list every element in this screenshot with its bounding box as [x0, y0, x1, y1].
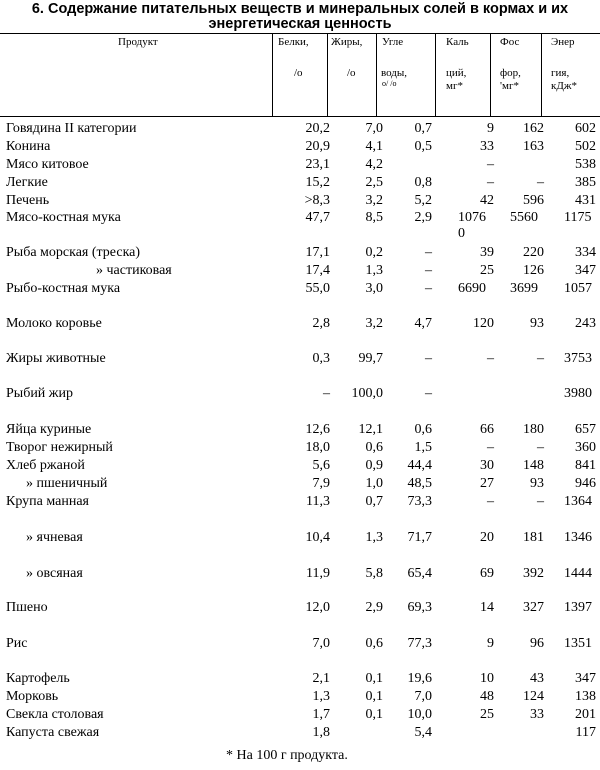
table-title: 6. Содержание питательных веществ и минеральных солей в кормах и их энергетическая ценность: [31, 1, 569, 32]
carbs-value: 4,7: [414, 316, 432, 331]
carbs-value: –: [425, 263, 432, 278]
calcium-value: 66: [480, 422, 494, 437]
column-divider: [376, 34, 377, 116]
carbs-value: 73,3: [407, 494, 432, 509]
product-name: Крупа манная: [6, 494, 89, 509]
phosphorus-value: 162: [523, 121, 544, 136]
phosphorus-value: 96: [530, 636, 544, 651]
product-name: Молоко коровье: [6, 316, 102, 331]
phosphorus-value: 596: [523, 193, 544, 208]
product-name: Капуста свежая: [6, 725, 100, 740]
protein-value: 17,1: [305, 245, 330, 260]
calcium-value: –: [487, 440, 494, 455]
phosphorus-value: –: [537, 440, 544, 455]
product-name: Рыба морская (треска): [6, 245, 141, 260]
phosphorus-value: 93: [530, 316, 544, 331]
product-name: Рис: [6, 636, 28, 651]
product-name: Говядина II категории: [6, 121, 137, 136]
calcium-value: 9: [487, 636, 494, 651]
protein-value: 11,3: [306, 494, 330, 509]
calcium-value: 27: [480, 476, 494, 491]
phosphorus-value: 3699: [510, 281, 538, 296]
energy-value: 117: [575, 725, 596, 740]
product-name: » пшеничный: [26, 476, 108, 491]
protein-value: 47,7: [305, 210, 330, 225]
energy-value: 602: [575, 121, 596, 136]
carbs-value: 0,6: [414, 422, 432, 437]
fat-value: 1,3: [365, 263, 383, 278]
energy-value: 431: [575, 193, 596, 208]
protein-value: 2,1: [312, 671, 330, 686]
product-name: » частиковая: [96, 263, 172, 278]
header-calcium-line1: Каль: [446, 36, 469, 48]
product-name: Мясо-костная мука: [6, 210, 121, 225]
carbs-value: 65,4: [407, 566, 432, 581]
calcium-value: 6690: [458, 281, 486, 296]
energy-value: 138: [575, 689, 596, 704]
carbs-value: 77,3: [407, 636, 432, 651]
protein-value: 10,4: [305, 530, 330, 545]
protein-value: 2,8: [312, 316, 330, 331]
carbs-value: 2,9: [414, 210, 432, 225]
fat-value: 0,6: [365, 440, 383, 455]
fat-value: 7,0: [365, 121, 383, 136]
column-divider: [490, 34, 491, 116]
header-calcium-line2: ций,: [446, 67, 467, 79]
fat-value: 0,9: [365, 458, 383, 473]
header-energy-line2: гия,: [551, 67, 570, 79]
calcium-value: 10760: [458, 210, 486, 241]
calcium-value: 25: [480, 707, 494, 722]
phosphorus-value: –: [537, 175, 544, 190]
fat-value: 4,2: [365, 157, 383, 172]
energy-value: 1175: [564, 210, 592, 225]
product-name: Морковь: [6, 689, 59, 704]
product-name: Свекла столовая: [6, 707, 104, 722]
protein-value: 7,9: [312, 476, 330, 491]
footnote: * На 100 г продукта.: [226, 748, 348, 763]
carbs-value: 19,6: [407, 671, 432, 686]
calcium-value: –: [487, 157, 494, 172]
calcium-value: 69: [480, 566, 494, 581]
product-name: Пшено: [6, 600, 48, 615]
carbs-value: 1,5: [414, 440, 432, 455]
product-name: Печень: [6, 193, 50, 208]
calcium-value: 14: [480, 600, 494, 615]
header-calcium-line3: мг*: [446, 80, 463, 92]
fat-value: 0,6: [365, 636, 383, 651]
phosphorus-value: 43: [530, 671, 544, 686]
product-name: Яйца куриные: [6, 422, 92, 437]
header-fat-line2: /о: [347, 67, 356, 79]
fat-value: 12,1: [358, 422, 383, 437]
fat-value: 1,3: [365, 530, 383, 545]
carbs-value: –: [425, 386, 432, 401]
carbs-value: –: [425, 245, 432, 260]
fat-value: 1,0: [365, 476, 383, 491]
fat-value: 2,5: [365, 175, 383, 190]
calcium-value: –: [487, 494, 494, 509]
fat-value: 0,7: [365, 494, 383, 509]
phosphorus-value: –: [537, 351, 544, 366]
phosphorus-value: –: [537, 494, 544, 509]
fat-value: 3,0: [365, 281, 383, 296]
phosphorus-value: 124: [523, 689, 544, 704]
calcium-value: 10: [480, 671, 494, 686]
calcium-value: 39: [480, 245, 494, 260]
protein-value: 5,6: [312, 458, 330, 473]
energy-value: 1444: [564, 566, 592, 581]
header-phosphorus-line2: фор,: [500, 67, 521, 79]
phosphorus-value: 327: [523, 600, 544, 615]
fat-value: 2,9: [365, 600, 383, 615]
fat-value: 100,0: [351, 386, 383, 401]
fat-value: 99,7: [358, 351, 383, 366]
header-fat-line1: Жиры,: [331, 36, 363, 48]
energy-value: 1346: [564, 530, 592, 545]
phosphorus-value: 33: [530, 707, 544, 722]
protein-value: 12,6: [305, 422, 330, 437]
product-name: Картофель: [6, 671, 70, 686]
product-name: Творог нежирный: [6, 440, 113, 455]
fat-value: 0,1: [365, 671, 383, 686]
product-name: Конина: [6, 139, 51, 154]
product-name: » ячневая: [26, 530, 83, 545]
energy-value: 3980: [564, 386, 592, 401]
protein-value: –: [323, 386, 330, 401]
calcium-value: 33: [480, 139, 494, 154]
product-name: Мясо китовое: [6, 157, 89, 172]
phosphorus-value: 220: [523, 245, 544, 260]
fat-value: 0,2: [365, 245, 383, 260]
column-divider: [272, 34, 273, 116]
protein-value: 17,4: [305, 263, 330, 278]
energy-value: 334: [575, 245, 596, 260]
product-name: Рыбий жир: [6, 386, 73, 401]
carbs-value: 48,5: [407, 476, 432, 491]
protein-value: 12,0: [305, 600, 330, 615]
fat-value: 5,8: [365, 566, 383, 581]
energy-value: 3753: [564, 351, 592, 366]
header-bottom-rule: [0, 116, 600, 117]
energy-value: 1057: [564, 281, 592, 296]
calcium-value: 48: [480, 689, 494, 704]
header-carbs-line1: Угле: [382, 36, 404, 48]
carbs-value: 0,5: [414, 139, 432, 154]
phosphorus-value: 180: [523, 422, 544, 437]
carbs-value: 69,3: [407, 600, 432, 615]
product-name: Хлеб ржаной: [6, 458, 85, 473]
carbs-value: 5,2: [414, 193, 432, 208]
protein-value: 1,3: [312, 689, 330, 704]
protein-value: 55,0: [305, 281, 330, 296]
header-phosphorus-line3: 'мг*: [500, 80, 519, 92]
energy-value: 946: [575, 476, 596, 491]
energy-value: 1397: [564, 600, 592, 615]
fat-value: 4,1: [365, 139, 383, 154]
header-energy-line3: кДж*: [551, 80, 577, 92]
fat-value: 8,5: [365, 210, 383, 225]
calcium-value: –: [487, 175, 494, 190]
energy-value: 201: [575, 707, 596, 722]
header-protein-line2: /о: [294, 67, 303, 79]
header-energy-line1: Энер: [551, 36, 575, 48]
calcium-value: –: [487, 351, 494, 366]
protein-value: 20,9: [305, 139, 330, 154]
product-name: Жиры животные: [6, 351, 106, 366]
header-carbs-line2: воды,: [381, 67, 408, 79]
carbs-value: –: [425, 281, 432, 296]
header-phosphorus-line1: Фос: [500, 36, 520, 48]
carbs-value: 0,7: [414, 121, 432, 136]
energy-value: 1351: [564, 636, 592, 651]
phosphorus-value: 148: [523, 458, 544, 473]
calcium-value: 30: [480, 458, 494, 473]
column-divider: [541, 34, 542, 116]
phosphorus-value: 163: [523, 139, 544, 154]
energy-value: 657: [575, 422, 596, 437]
column-divider: [327, 34, 328, 116]
phosphorus-value: 181: [523, 530, 544, 545]
fat-value: 0,1: [365, 707, 383, 722]
carbs-value: 10,0: [407, 707, 432, 722]
product-name: » овсяная: [26, 566, 83, 581]
phosphorus-value: 126: [523, 263, 544, 278]
fat-value: 0,1: [365, 689, 383, 704]
energy-value: 347: [575, 263, 596, 278]
calcium-value: 120: [473, 316, 494, 331]
protein-value: 7,0: [312, 636, 330, 651]
protein-value: 15,2: [305, 175, 330, 190]
energy-value: 502: [575, 139, 596, 154]
phosphorus-value: 392: [523, 566, 544, 581]
calcium-value: 25: [480, 263, 494, 278]
fat-value: 3,2: [365, 193, 383, 208]
protein-value: 23,1: [305, 157, 330, 172]
protein-value: 18,0: [305, 440, 330, 455]
carbs-value: 71,7: [407, 530, 432, 545]
calcium-value: 9: [487, 121, 494, 136]
phosphorus-value: 93: [530, 476, 544, 491]
header-carbs-line3: о/ /о: [382, 79, 397, 88]
protein-value: 20,2: [305, 121, 330, 136]
energy-value: 538: [575, 157, 596, 172]
energy-value: 841: [575, 458, 596, 473]
calcium-value: 42: [480, 193, 494, 208]
product-name: Рыбо-костная мука: [6, 281, 121, 296]
calcium-value: 20: [480, 530, 494, 545]
protein-value: 1,7: [312, 707, 330, 722]
protein-value: 1,8: [312, 725, 330, 740]
carbs-value: 44,4: [407, 458, 432, 473]
energy-value: 385: [575, 175, 596, 190]
product-name: Легкие: [6, 175, 48, 190]
column-divider: [435, 34, 436, 116]
header-product: Продукт: [118, 36, 158, 48]
carbs-value: 7,0: [414, 689, 432, 704]
energy-value: 347: [575, 671, 596, 686]
carbs-value: 0,8: [414, 175, 432, 190]
carbs-value: 5,4: [414, 725, 432, 740]
protein-value: >8,3: [304, 193, 330, 208]
energy-value: 360: [575, 440, 596, 455]
fat-value: 3,2: [365, 316, 383, 331]
phosphorus-value: 5560: [510, 210, 538, 225]
header-protein-line1: Белки,: [278, 36, 309, 48]
carbs-value: –: [425, 351, 432, 366]
energy-value: 243: [575, 316, 596, 331]
protein-value: 0,3: [312, 351, 330, 366]
header-top-rule: [0, 33, 600, 34]
protein-value: 11,9: [306, 566, 330, 581]
energy-value: 1364: [564, 494, 592, 509]
